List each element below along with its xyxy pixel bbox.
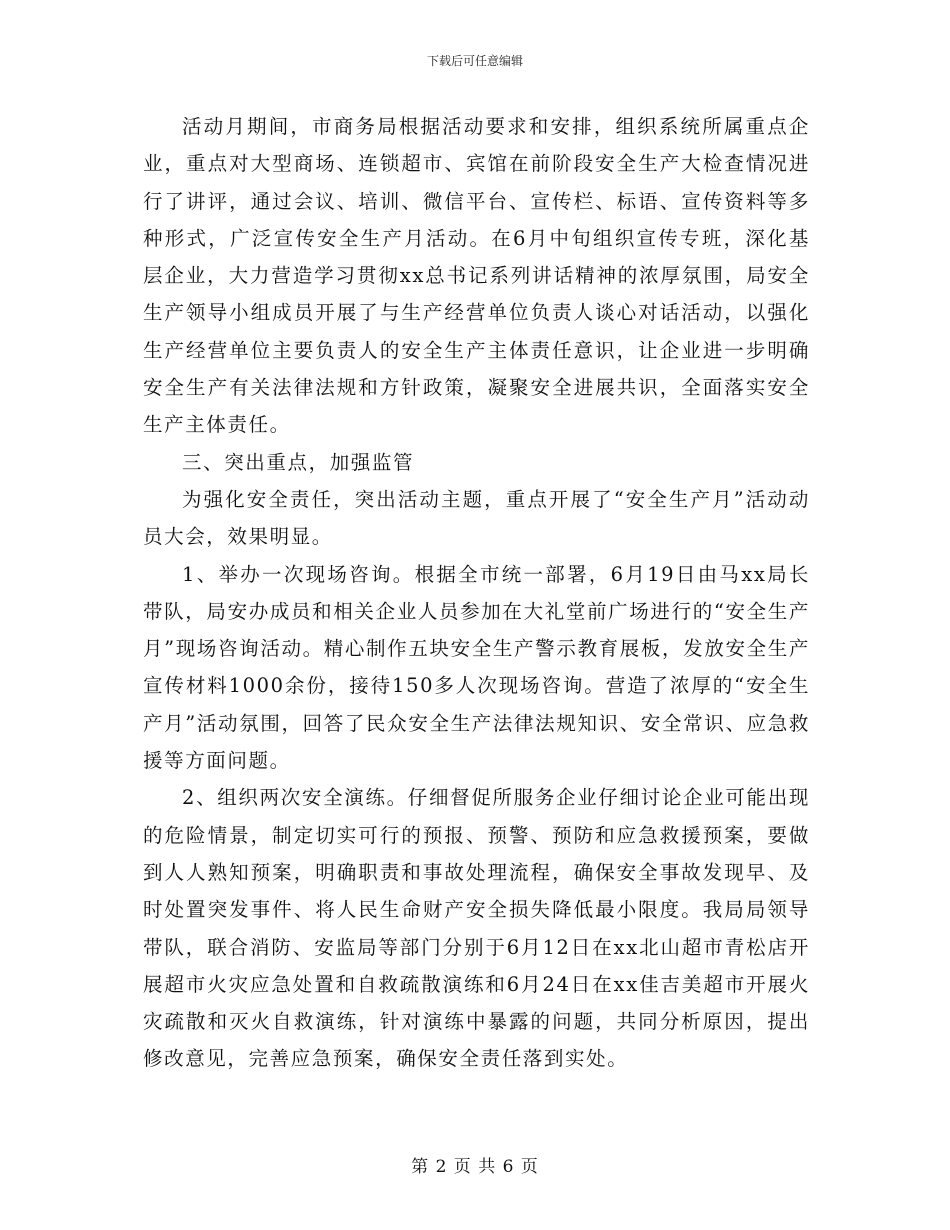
document-body [143,108,810,1078]
paragraph-activity-month: 活动月期间，市商务局根据活动要求和安排，组织系统所属重点企业，重点对大型商场、连锁超市、宾馆在前阶段安全生产大检查情况进行了讲评，通过会议、培训、微信平台、宣传栏、标语、宣传资料等多种形式，广泛宣传安全生产月活动。在6月中旬组织宣传专班，深化基层企业，大力营造学习贯彻xx总书记系列讲话精神的浓厚氛围，局安全生产领导小组成员开展了与生产经营单位负责人谈心对话活动，以强化生产经营单位主要负责人的安全生产主体责任意识，让企业进一步明确安全生产有关法律法规和方针政策，凝聚安全进展共识，全面落实安全生产主体责任。 [143,115,810,437]
paragraph-section-intro: 为强化安全责任，突出活动主题，重点开展了“安全生产月”活动动员大会，效果明显。 [143,487,810,549]
paragraph-item-1: 1、举办一次现场咨询。根据全市统一部署，6月19日由马xx局长带队，局安办成员和相关企业人员参加在大礼堂前广场进行的“安全生产月”现场咨询活动。精心制作五块安全生产警示教育展板，发放安全生产宣传材料1000余份，接待150多人次现场咨询。营造了浓厚的“安全生产月”活动氛围，回答了民众安全生产法律法规知识、安全常识、应急救援等方面问题。 [143,562,810,773]
page-header: 下载后可任意编辑 [426,54,523,68]
paragraph-item-2: 2、组织两次安全演练。仔细督促所服务企业仔细讨论企业可能出现的危险情景，制定切实可行的预报、预警、预防和应急救援预案，要做到人人熟知预案，明确职责和事故处理流程，确保安全事故发现早、及时处置突发事件、将人民生命财产安全损失降低最小限度。我局局领导带队，联合消防、安监局等部门分别于6月12日在xx北山超市青松店开展超市火灾应急处置和自救疏散演练和6月24日在xx佳吉美超市开展火灾疏散和灭火自救演练，针对演练中暴露的问题，共同分析原因，提出修改意见，完善应急预案，确保安全责任落到实处。 [143,786,810,1071]
section-heading-3: 三、突出重点，加强监管 [182,450,415,474]
page-footer: 第 2 页 共 6 页 [411,1157,539,1177]
